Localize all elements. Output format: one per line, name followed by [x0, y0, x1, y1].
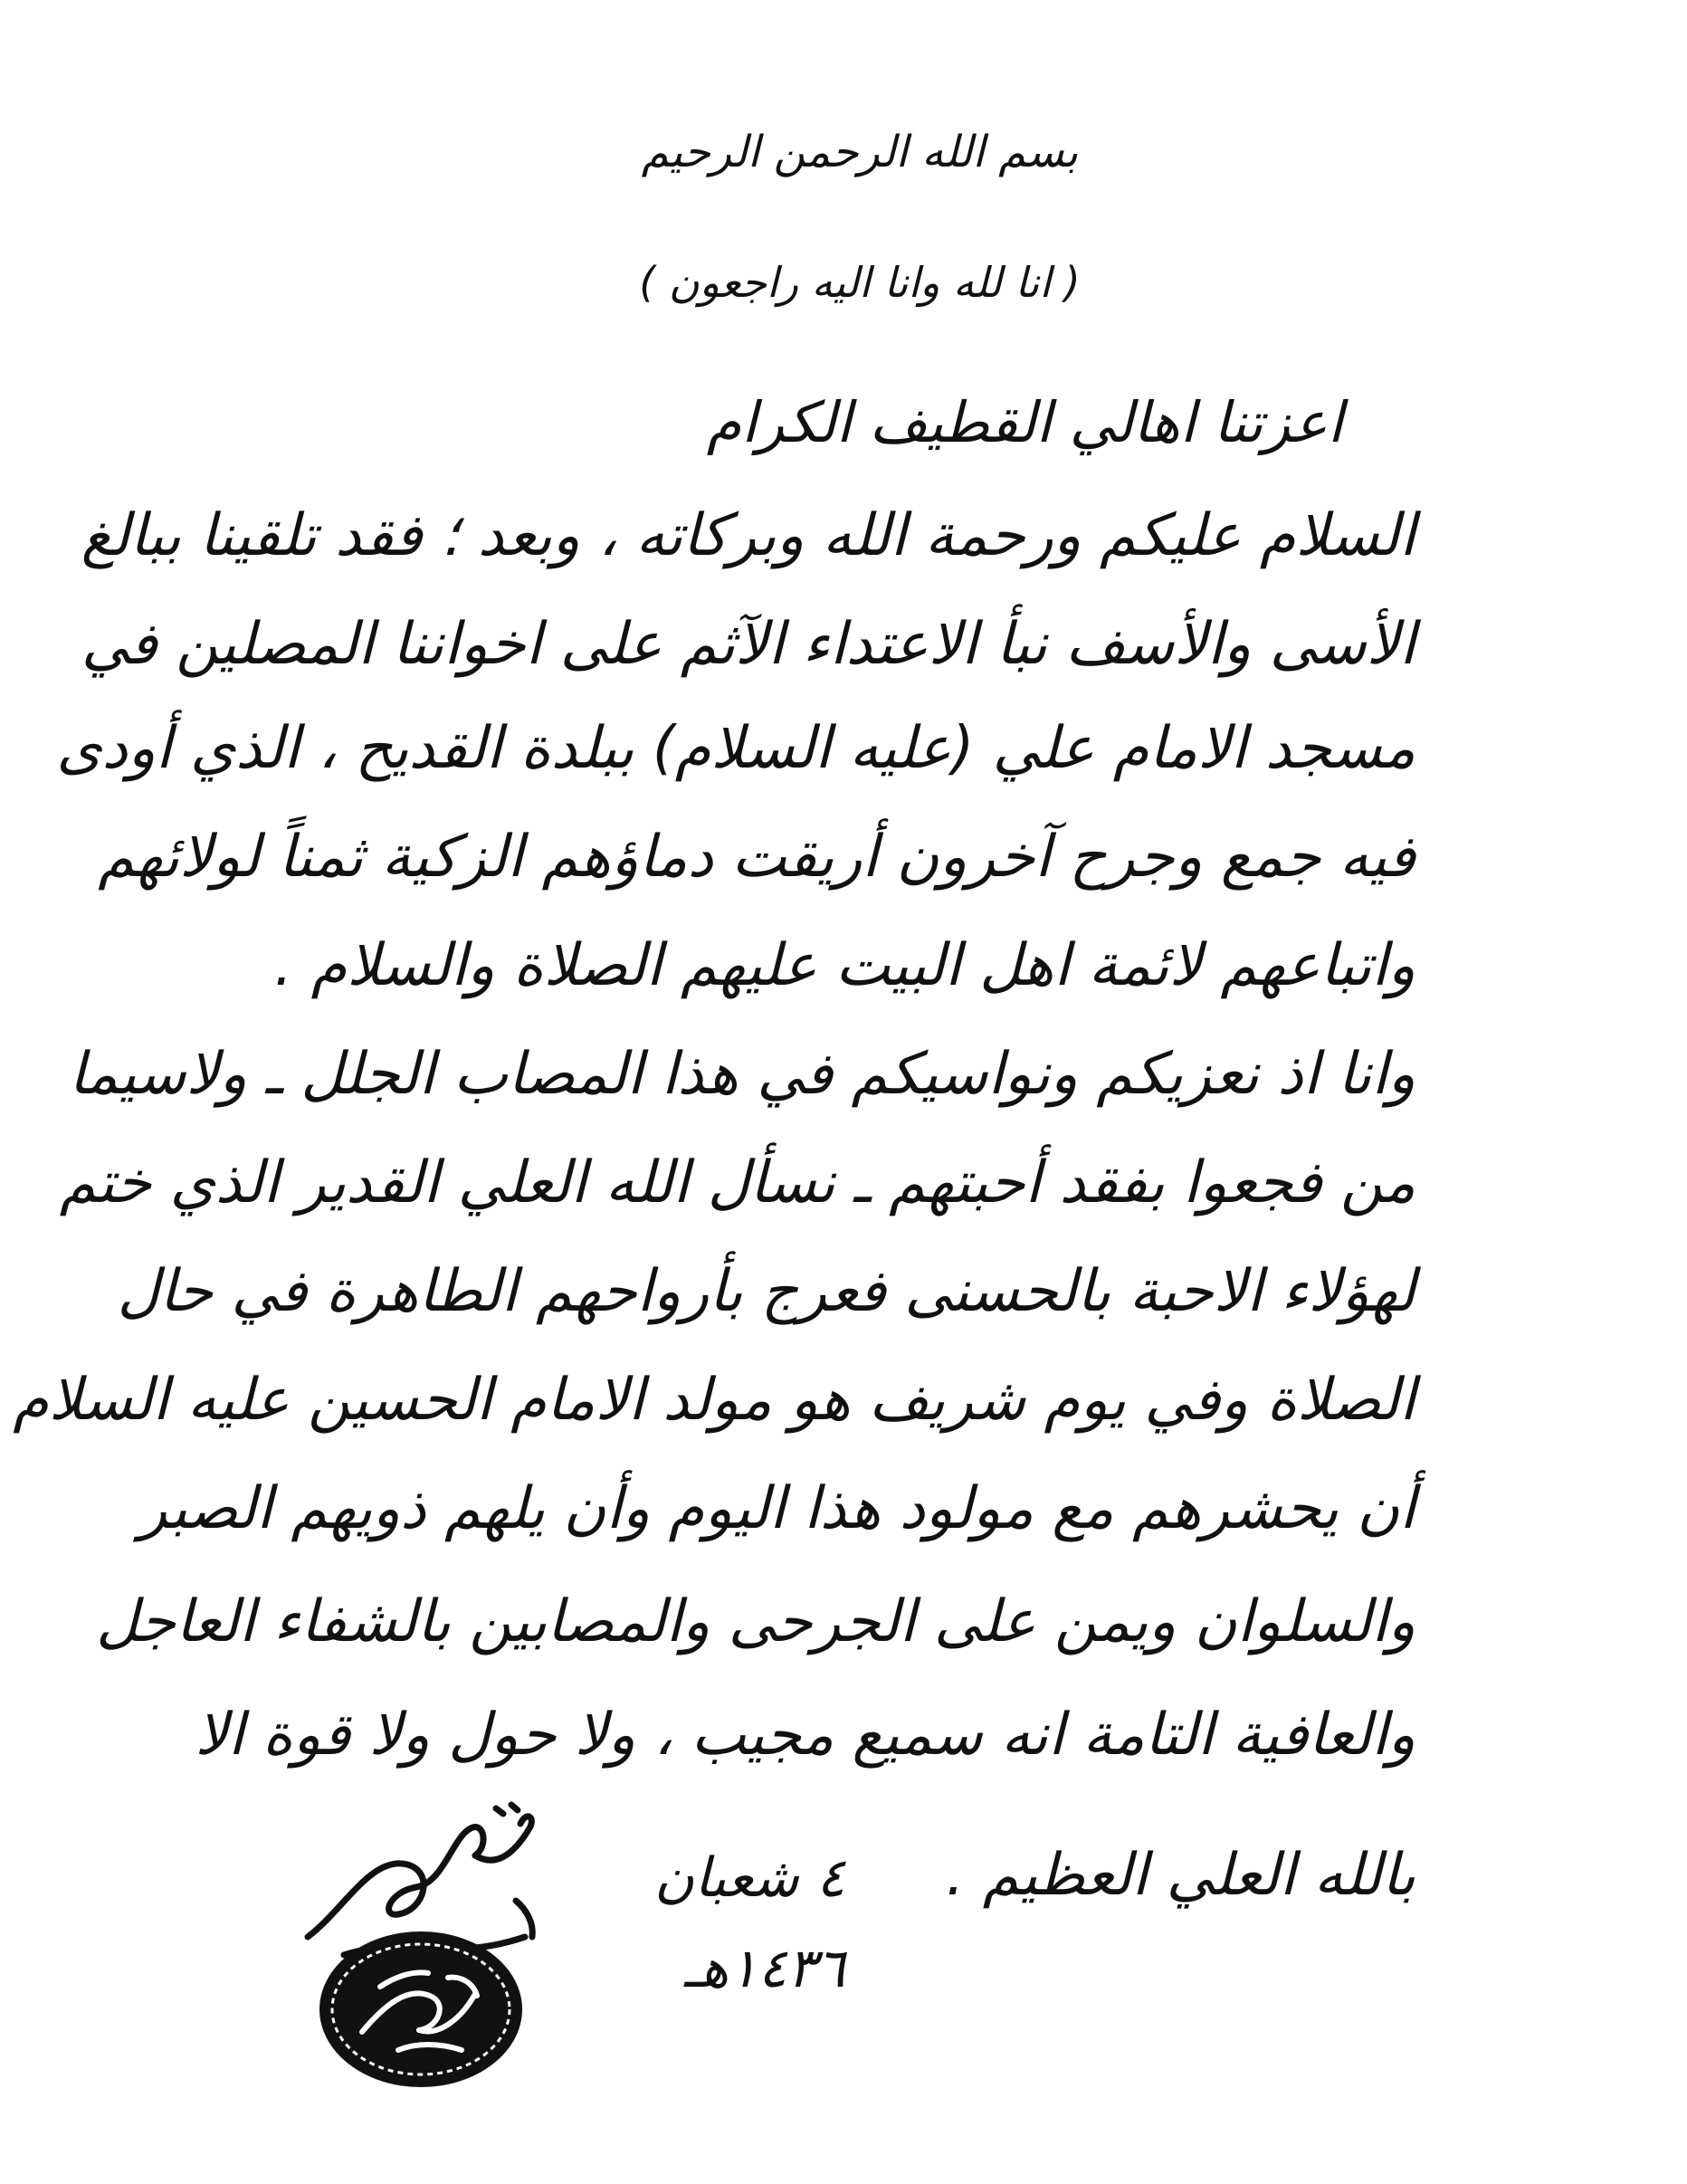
body-line: الأسى والأسف نبأ الاعتداء الآثم على اخواننا المصلين في [81, 611, 1415, 678]
body-line: والعافية التامة انه سميع مجيب ، ولا حول ولا قوة الا [195, 1702, 1415, 1769]
basmala-heading: بسم الله الرحمن الرحيم [641, 127, 1079, 177]
body-line: لهؤلاء الاحبة بالحسنى فعرج بأرواحهم الطاهرة في حال [117, 1258, 1415, 1325]
body-line: والسلوان ويمن على الجرحى والمصابين بالشفاء العاجل [96, 1588, 1415, 1655]
official-seal-icon [312, 1923, 529, 2095]
date-year: ١٤٣٦هـ [683, 1937, 845, 2000]
date-day-month: ٤ شعبان [654, 1846, 845, 1910]
body-line: أن يحشرهم مع مولود هذا اليوم وأن يلهم ذويهم الصبر [138, 1475, 1415, 1542]
closing-line: بالله العلي العظيم . [946, 1842, 1415, 1909]
body-line: وانا اذ نعزيكم ونواسيكم في هذا المصاب الجلل ـ ولاسيما [69, 1041, 1415, 1108]
body-line: فيه جمع وجرح آخرون أريقت دماؤهم الزكية ثمناً لولائهم [98, 824, 1415, 891]
body-line: مسجد الامام علي (عليه السلام) ببلدة القديح ، الذي أودى [56, 715, 1415, 782]
body-line: الصلاة وفي يوم شريف هو مولد الامام الحسين عليه السلام [13, 1367, 1415, 1434]
body-line: واتباعهم لائمة اهل البيت عليهم الصلاة والسلام . [273, 932, 1415, 999]
body-line: السلام عليكم ورحمة الله وبركاته ، وبعد ؛ فقد تلقينا ببالغ [81, 502, 1415, 569]
body-line: من فجعوا بفقد أحبتهم ـ نسأل الله العلي القدير الذي ختم [59, 1149, 1415, 1216]
quran-verse: ( انا لله وانا اليه راجعون ) [639, 258, 1081, 307]
salutation: اعزتنا اهالي القطيف الكرام [706, 389, 1343, 455]
